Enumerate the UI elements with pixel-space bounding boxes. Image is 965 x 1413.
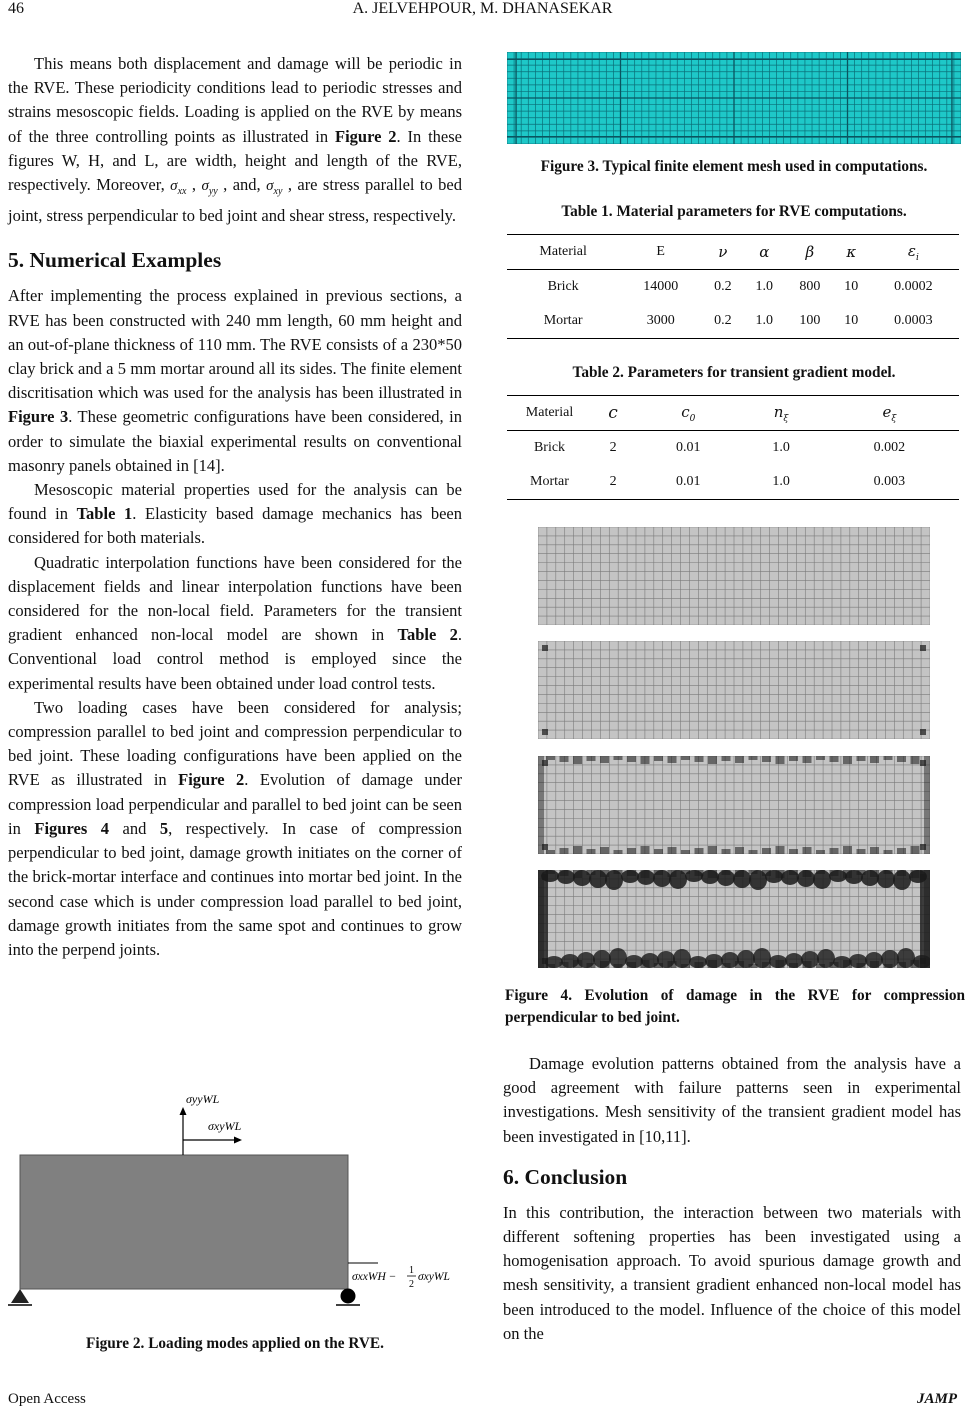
table-2-row-mortar [507,465,959,500]
table-1-header-row [507,235,959,270]
label-fraction-denominator: 2 [409,1279,414,1290]
table-cell: 1.0 [744,304,785,339]
table-2-caption: Table 2. Parameters for transient gradient model. [572,364,896,381]
paragraph-material-properties: Mesoscopic material properties used for the analysis can be found in Table 1. Elasticity based damage mechanics has been considered for both materials. [8,480,462,548]
figure-3-mesh [507,52,961,144]
table-1-header-nu: ν [702,235,743,270]
table-cell: 0.0003 [868,304,959,339]
table-cell: 0.002 [873,440,906,455]
running-header-authors: A. JELVEHPOUR, M. DHANASEKAR [352,0,613,17]
figure-2-reference[interactable]: Figure 2 [334,126,397,146]
table-1-header-kappa: κ [835,235,868,270]
label-sigma-yy-wl: σyyWL [186,1092,220,1106]
footer-open-access: Open Access [8,1391,86,1407]
table-1-row-mortar [507,304,959,339]
paragraph-loading-cases: Two loading cases have been considered for analysis; compression parallel to bed joint and compression perpendicular to bed joint. These loading configurations have been applied on the RVE as illustrated in Figure 2. Evolution of damage under compression load perpendicular and parallel to bed joint can be seen in Figures 4 and 5, respectively. In case of compression perpendicular to bed joint, damage growth initiates on the corner of the brick-mortar interface and continues into mortar bed joint. In the second case which is under compression load parallel to bed joint, damage growth initiates from the same spot and continues to grow into the perpend joints. [8,697,462,959]
table-1-row-brick [507,270,959,305]
figure-4-damage-stage-2 [538,641,930,739]
table-1-header-material: Material [507,235,619,270]
table-1-material-parameters [507,234,959,339]
table-cell: 100 [785,304,835,339]
roller-support-icon [336,1289,360,1306]
figure-4-damage-stage-1 [538,527,930,625]
table-2-reference[interactable]: Table 2 [397,625,458,645]
table-2-header-e-xi: $e_\xi$ [820,396,959,431]
page-number: 46 [8,0,24,17]
figure-2-reference-2[interactable]: Figure 2 [178,770,245,790]
table-2-header-c: c [592,396,634,431]
table-cell: 800 [799,279,821,294]
pin-support-icon [8,1289,32,1305]
table-cell: 2 [592,465,634,500]
table-2-gradient-parameters [507,395,959,500]
table-cell: 0.01 [634,465,742,500]
figure-4-reference[interactable]: Figures 4 [34,818,110,838]
rve-block [20,1155,348,1289]
figure-4-damage-stage-3 [538,756,930,854]
figure-3-caption: Figure 3. Typical finite element mesh used in computations. [540,158,928,175]
sigma-xx-symbol: $\sigma_{xx}$ [170,178,187,198]
figure-2-caption: Figure 2. Loading modes applied on the RVE. [86,1335,384,1352]
right-column-text [503,1052,961,1346]
table-2-header-c0: $c_0$ [634,396,742,431]
table-cell: 14000 [643,279,679,294]
table-cell: 0.2 [714,279,732,294]
table-cell: 2 [609,440,617,455]
table-1-header-alpha: α [744,235,785,270]
table-cell: 0.2 [702,304,743,339]
figure-3-reference[interactable]: Figure 3 [8,407,69,427]
table-1-header-epsilon: $\varepsilon_i$ [868,235,959,270]
label-sigma-xx-wh: σxxWH − [352,1271,397,1283]
table-1-header-e: E [619,235,702,270]
label-sigma-xy-wl: σxyWL [208,1119,242,1133]
figure-5-reference[interactable]: 5 [159,818,169,838]
table-1-reference[interactable]: Table 1 [76,504,133,524]
table-cell: 1.0 [772,440,790,455]
table-2-row-brick [507,431,959,466]
table-cell: 10 [835,304,868,339]
table-2-header-material: Material [507,396,592,431]
table-cell: 0.01 [676,440,701,455]
table-cell: 10 [844,279,859,294]
table-1-header-beta: β [785,235,835,270]
paragraph-interpolation: Quadratic interpolation functions have been considered for the displacement fields and linear interpolation functions have been considered for the non-local field. Parameters for the transient gradient enhanced non-local model are shown in Table 2. Conventional load control method is employed since the experimental results have been obtained under load control tests. [8,552,463,693]
section-heading-numerical-examples: 5. Numerical Examples [8,248,222,273]
table-cell: 0.003 [820,465,959,500]
left-column [8,52,462,962]
figure-4-caption: Figure 4. Evolution of damage in the RVE for compression perpendicular to bed joint. [505,987,965,1026]
paragraph-damage-evolution: Damage evolution patterns obtained from the analysis have a good agreement with failure patterns seen in experimental investigations. Mesh sensitivity of the transient gradient model has been investigated in [10,11]. [503,1054,961,1146]
section-heading-conclusion: 6. Conclusion [503,1164,628,1189]
table-cell: 0.0002 [894,279,933,294]
label-fraction-numerator: 1 [409,1265,414,1276]
table-cell: Brick [533,440,566,455]
table-cell: Brick [547,279,579,294]
label-sigma-xy-wl-2: σxyWL [418,1271,450,1283]
table-cell: 1.0 [755,279,773,294]
paragraph-periodicity: This means both displacement and damage will be periodic in the RVE. These periodicity conditions lead to periodic stresses and strains mesoscopic fields. Loading is applied on the RVE by means of the three controlling points as illustrated in Figure 2. In these figures W, H, and L, are width, height and length of the RVE, respectively. Moreover, $\sigma_{xx}$ , $\sigma_{yy}$ , and, $\sigma_{xy}$ , are stress parallel to bed joint, stress perpendicular to bed joint and shear stress, respectively. [8,54,463,226]
paragraph-conclusion: In this contribution, the interaction between two materials with different softening properties has been investigated using a homogenisation approach. To avoid spurious damage growth and mesh sensitivity, a transient gradient enhanced non-local model has been introduced to the model. Influence of the choice of this model on the [503,1202,961,1343]
table-2-header-row [507,396,959,431]
sigma-xy-symbol: $\sigma_{xy}$ [266,178,283,198]
table-cell: Mortar [507,304,619,339]
table-2-header-n-xi: $n_\xi$ [742,396,819,431]
figure-4-damage-stage-4 [538,870,930,968]
table-1-caption: Table 1. Material parameters for RVE computations. [561,203,907,220]
table-cell: Mortar [507,465,592,500]
paragraph-rve-construction: After implementing the process explained in previous sections, a RVE has been constructed with 240 mm length, 60 mm height and an out-of-plane thickness of 110 mm. The RVE consists of a 230*50 clay brick and a 5 mm mortar around all its sides. The finite element discritisation which was used for the analysis has been illustrated in Figure 3. These geometric configurations have been considered, in order to simulate the biaxial experimental results on conventional masonry panels obtained in [14]. [8,286,462,475]
table-cell: 3000 [619,304,702,339]
table-cell: 1.0 [742,465,819,500]
footer-journal: JAMP [916,1391,957,1407]
figure-2-loading-diagram [0,1085,480,1315]
sigma-yy-symbol: $\sigma_{yy}$ [201,178,218,198]
